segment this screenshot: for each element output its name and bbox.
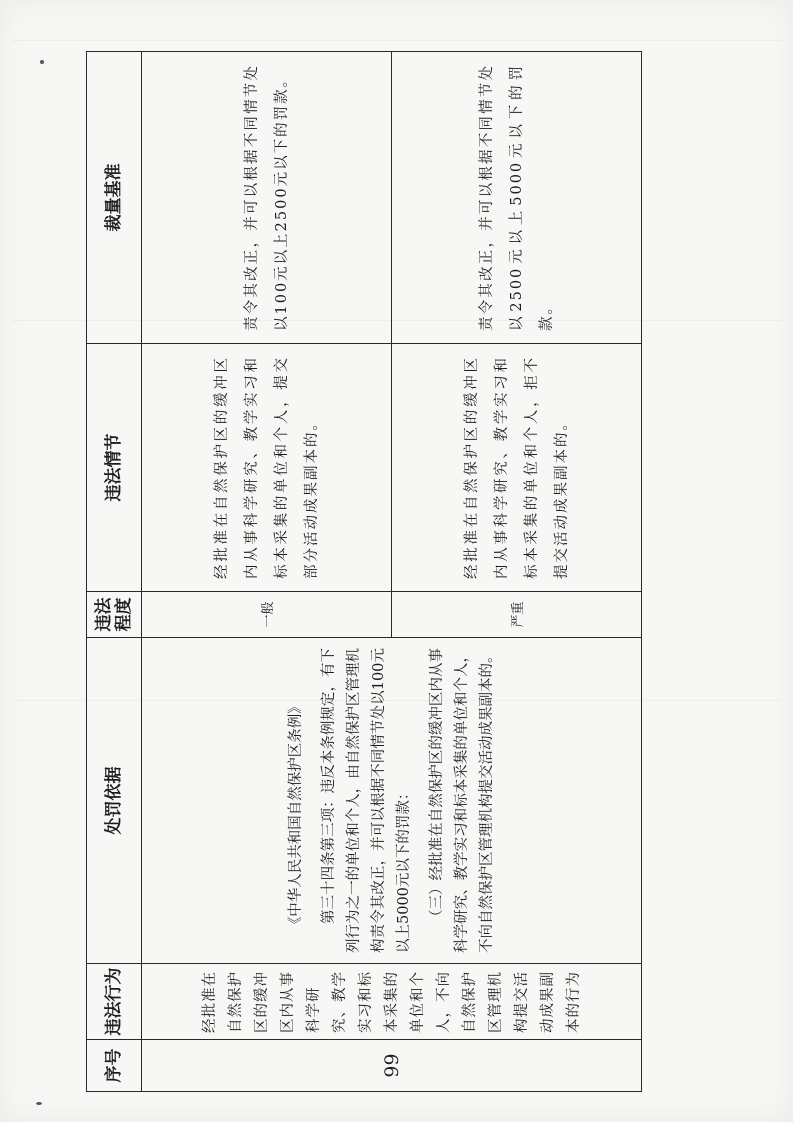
header-act: 违法行为: [87, 964, 142, 1040]
header-basis: 处罚依据: [87, 638, 142, 964]
header-norm: 裁量基准: [87, 52, 142, 344]
violation-act: 经批准在自然保护区的缓冲区内从事科学研究、教学实习和标本采集的单位和个人，不向自然保护区管理机构提交活动成果副本的行为: [142, 964, 642, 1040]
basis-article-text: 第三十四条第三项：违反本条例规定，有下列行为之一的单位和个人，由自然保护区管理机构责令其改正，并可以根据不同情节处以100元以上5000元以下的罚款：: [320, 648, 412, 953]
level-serious: 严重: [392, 592, 642, 638]
norm-general: 责令其改正，并可以根据不同情节处以100元以上2500元以下的罚款。: [142, 52, 392, 344]
basis-clause-text: （三）经批准在自然保护区的缓冲区内从事科学研究、教学实习和标本采集的单位和个人，不向自然保护区管理机构提交活动成果副本的。: [428, 648, 495, 953]
scan-speck: [36, 1102, 42, 1105]
seq-number: 99: [142, 1040, 642, 1092]
circumstance-general: 经批准在自然保护区的缓冲区内从事科学研究、教学实习和标本采集的单位和个人，提交部分活动成果副本的。: [142, 344, 392, 592]
norm-serious: 责令其改正，并可以根据不同情节处以2500元以上5000元以下的罚款。: [392, 52, 642, 344]
scan-artifact-line: [12, 40, 781, 41]
circumstance-serious: 经批准在自然保护区的缓冲区内从事科学研究、教学实习和标本采集的单位和个人，拒不提交活动成果副本的。: [392, 344, 642, 592]
rotated-table-container: [86, 52, 642, 1092]
table-header-row: [87, 52, 142, 1092]
header-level: 违法程度: [87, 592, 142, 638]
penalty-basis: [142, 638, 642, 964]
scan-speck: [40, 60, 44, 64]
table-row: [142, 52, 392, 1092]
basis-law-title: 《中华人民共和国自然保护区条例》: [287, 699, 304, 932]
header-seq: 序号: [87, 1040, 142, 1092]
header-circumstance: 违法情节: [87, 344, 142, 592]
penalty-standard-table: [86, 51, 642, 1092]
level-general: 一般: [142, 592, 392, 638]
